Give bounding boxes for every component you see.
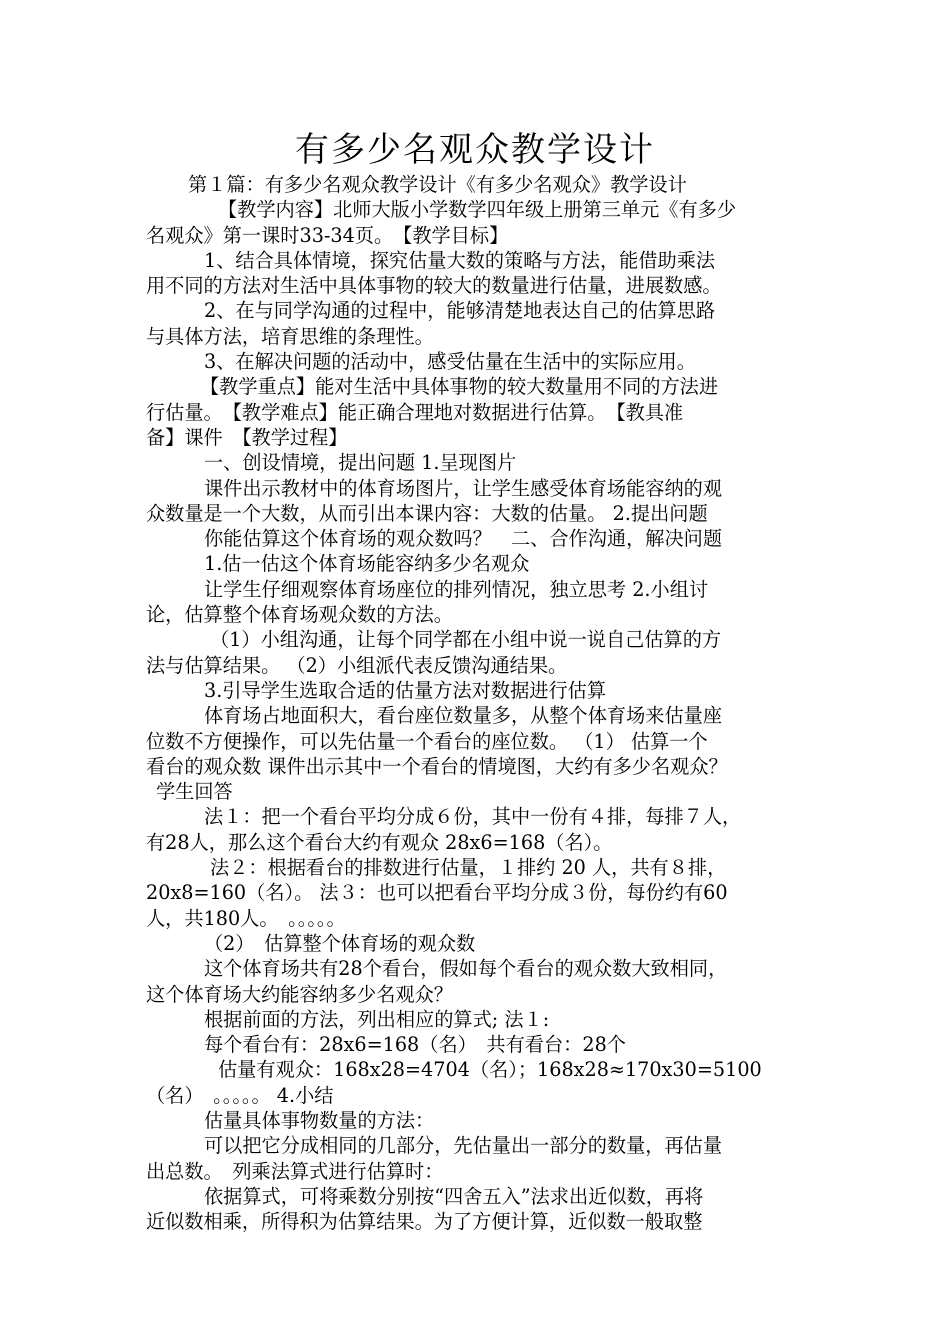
text-line: 法１：把一个看台平均分成６份，其中一份有４排，每排７人， bbox=[204, 805, 742, 829]
text-line: 学生回答 bbox=[156, 780, 233, 804]
text-line: 估量具体事物数量的方法： bbox=[204, 1108, 435, 1132]
text-line: 这个体育场共有28个看台，假如每个看台的观众数大致相同， bbox=[204, 957, 728, 981]
text-line: 论，估算整个体育场观众数的方法。 bbox=[146, 603, 453, 627]
text-line: 出总数。 列乘法算式进行估算时： bbox=[146, 1159, 444, 1183]
text-line: 估量有观众：168x28=4704（名）；168x28≈170x30=5100 bbox=[218, 1058, 762, 1082]
text-line: 【教学重点】能对生活中具体事物的较大数量用不同的方法进 bbox=[200, 375, 719, 399]
document-body bbox=[146, 172, 810, 1234]
text-line: （2） 估算整个体育场的观众数 bbox=[204, 931, 476, 955]
text-line: 20x8=160（名）。 法３：也可以把看台平均分成３份，每份约有60 bbox=[146, 881, 728, 905]
text-line: 行估量。 【教学难点】能正确合理地对数据进行估算。 【教具准 bbox=[146, 400, 684, 424]
text-line: 法２：根据看台的排数进行估量，１排约 20 人，共有８排， bbox=[210, 856, 727, 880]
text-line: 人，共180人。 。。。。。 bbox=[146, 906, 346, 930]
text-line: （名） 。。。。。 4.小结 bbox=[146, 1083, 334, 1107]
text-line: 可以把它分成相同的几部分，先估量出一部分的数量，再估量 bbox=[204, 1134, 723, 1158]
text-line: （1）小组沟通，让每个同学都在小组中说一说自己估算的方 bbox=[210, 628, 722, 652]
text-line: 位数不方便操作，可以先估量一个看台的座位数。 （1） 估算一个 bbox=[146, 729, 708, 753]
text-line: 【教学内容】北师大版小学数学四年级上册第三单元《有多少 bbox=[218, 198, 737, 222]
text-line: 名观众》第一课时33-34页。 【教学目标】 bbox=[146, 223, 509, 247]
text-line: 近似数相乘，所得积为估算结果。为了方便计算，近似数一般取整 bbox=[146, 1210, 703, 1234]
text-line: 第１篇：有多少名观众教学设计《有多少名观众》教学设计 bbox=[188, 173, 687, 196]
text-line: 依据算式，可将乘数分别按“四舍五入”法求出近似数，再将 bbox=[204, 1184, 704, 1208]
text-line: 3、在解决问题的活动中，感受估量在生活中的实际应用。 bbox=[204, 350, 696, 374]
text-line: 与具体方法，培育思维的条理性。 bbox=[146, 324, 434, 348]
text-line: 体育场占地面积大，看台座位数量多，从整个体育场来估量座 bbox=[204, 704, 723, 728]
text-line: 有28人，那么这个看台大约有观众 28x6=168（名）。 bbox=[146, 830, 613, 854]
text-line: 让学生仔细观察体育场座位的排列情况，独立思考 2.小组讨 bbox=[204, 577, 709, 601]
text-line: 一、创设情境，提出问题 1.呈现图片 bbox=[204, 451, 517, 475]
text-line: 用不同的方法对生活中具体事物的较大的数量进行估量，进展数感。 bbox=[146, 274, 722, 298]
text-line: 看台的观众数 课件出示其中一个看台的情境图，大约有多少名观众？ bbox=[146, 754, 728, 778]
text-line: 2、在与同学沟通的过程中，能够清楚地表达自己的估算思路 bbox=[204, 299, 716, 323]
text-line: 法与估算结果。 （2）小组派代表反馈沟通结果。 bbox=[146, 653, 568, 677]
text-line: 你能估算这个体育场的观众数吗？ 二、合作沟通，解决问题 bbox=[204, 527, 723, 551]
text-line: 这个体育场大约能容纳多少名观众？ bbox=[146, 982, 453, 1006]
text-line: 1.估一估这个体育场能容纳多少名观众 bbox=[204, 552, 530, 576]
text-line: 3.引导学生选取合适的估量方法对数据进行估算 bbox=[204, 678, 607, 702]
text-line: 1、结合具体情境，探究估量大数的策略与方法，能借助乘法 bbox=[204, 248, 716, 272]
text-line: 备】课件 【教学过程】 bbox=[146, 425, 348, 449]
text-line: 课件出示教材中的体育场图片，让学生感受体育场能容纳的观 bbox=[204, 476, 723, 500]
text-line: 根据前面的方法，列出相应的算式; 法１: bbox=[204, 1007, 550, 1031]
document-title: 有多少名观众教学设计 bbox=[295, 130, 655, 170]
text-line: 众数量是一个大数，从而引出本课内容：大数的估量。 2.提出问题 bbox=[146, 501, 708, 525]
text-line: 每个看台有：28x6=168（名） 共有看台：28个 bbox=[204, 1033, 626, 1057]
